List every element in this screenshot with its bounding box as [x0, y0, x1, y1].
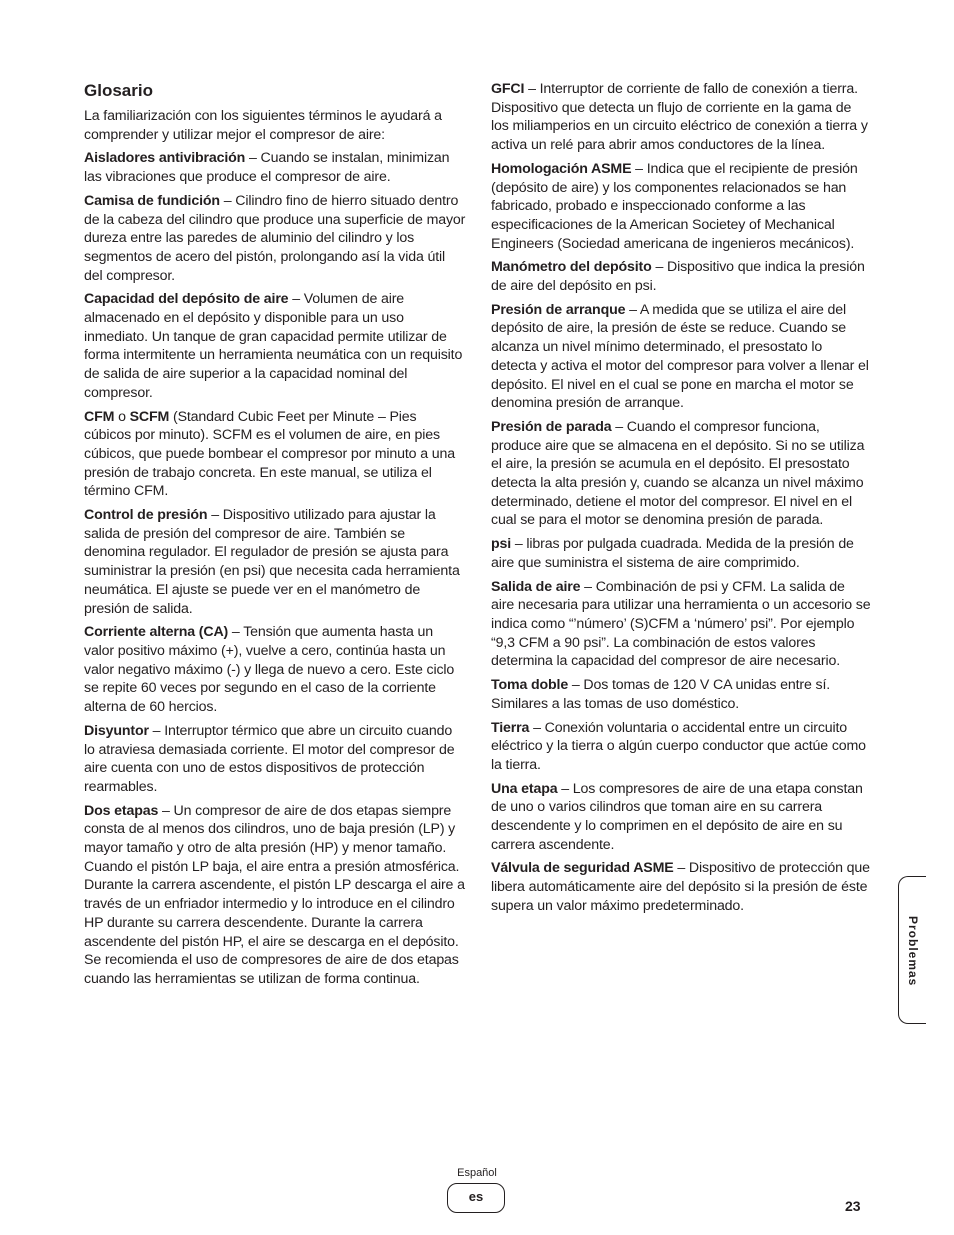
entry-definition: – Dispositivo que indica la presión de aire del depósito en psi.: [491, 259, 865, 295]
entry-definition: – Interruptor de corriente de fallo de conexión a tierra. Dispositivo que detecta un flujo de corriente en la gama de los miliamperios en un circuito eléctrico de conexión a tierra y activa un relé para abrir amos conductores de la línea.: [491, 81, 868, 154]
entry-term: CFM: [84, 408, 115, 425]
right-column: [491, 80, 871, 921]
entry-term: Control de presión: [84, 507, 208, 524]
language-code-badge: es: [447, 1183, 505, 1213]
glossary-entry: [491, 535, 871, 572]
glossary-entry: [491, 578, 871, 672]
entry-connector: o: [114, 408, 130, 425]
glossary-entry: [491, 301, 871, 413]
glossary-entry: [491, 719, 871, 775]
entry-definition: – Dos tomas de 120 V CA unidas entre sí. Similares a las tomas de uso doméstico.: [491, 677, 831, 712]
entry-term: Presión de arranque: [491, 301, 626, 318]
entry-definition: (Standard Cubic Feet per Minute – Pies cúbicos por minuto). SCFM es el volumen de aire, en pies cúbicos, que puede bombear el compresor por minuto a una presión de trabajo concreta. En este manual, se utiliza el término CFM.: [84, 408, 455, 500]
glossary-title: Glosario: [84, 81, 153, 100]
entry-definition: – Los compresores de aire de una etapa constan de uno o varios cilindros que toman aire en su carrera descendente y lo comprimen en el depósito de aire en su carrera ascendente.: [491, 780, 863, 853]
glossary-intro: La familiarización con los siguientes términos le ayudará a comprender y utilizar mejor el compresor de aire:: [84, 108, 442, 143]
glossary-entry: [491, 780, 871, 855]
entry-term: Presión de parada: [491, 418, 612, 435]
glossary-entry: [491, 676, 871, 713]
entry-term: Homologación ASME: [491, 160, 632, 177]
entry-definition: – Dispositivo de protección que libera automáticamente aire del depósito si la presión de éste supera un valor máximo predeterminado.: [491, 860, 870, 914]
entry-definition: – Un compresor de aire de dos etapas siempre consta de al menos dos cilindros, uno de baja presión (LP) y mayor tamaño y otro de alta presión (HP) y menor tamaño. Cuando el pistón LP baja, el aire entra a presión atmosférica. Durante la carrera ascendente, el pistón LP descarga el aire a través de un enfriador intermedio y lo introduce en el cilindro HP durante su carrera descendente. Durante la carrera ascendente del pistón HP, el aire se descarga en el depósito. Se recomienda el uso de compresores de aire de dos etapas cuando las herramientas se utilizan de forma continua.: [84, 802, 465, 987]
page-number: 23: [845, 1198, 861, 1214]
glossary-entry: [84, 506, 466, 618]
glossary-entry: [491, 859, 871, 915]
section-tab: [898, 876, 926, 1024]
entry-term: Aisladores antivibración: [84, 150, 246, 167]
entry-definition: – Cuando se instalan, minimizan las vibraciones que produce el compresor de aire.: [84, 150, 450, 186]
glossary-entry: [84, 290, 466, 402]
entry-definition: – Indica que el recipiente de presión (depósito de aire) y los componentes relacionados se han fabricado, probado e inspeccionado conforme a las especificaciones de la American Societey of Mechanical Engineers (Sociedad americana de ingenieros mecánicos).: [491, 160, 858, 252]
entry-definition: – Tensión que aumenta hasta un valor positivo máximo (+), vuelve a cero, continúa hasta un valor negativo máximo (-) y llega de nuevo a cero. Este ciclo se repite 60 veces por segundo en el caso de la corriente alterna de 60 hercios.: [84, 624, 455, 716]
glossary-entry: [491, 80, 871, 155]
entry-term: Toma doble: [491, 677, 569, 694]
entry-definition: – Conexión voluntaria o accidental entre un circuito eléctrico y la tierra o algún cuerpo conductor que actúe como la tierra.: [491, 719, 866, 773]
entry-definition: – Volumen de aire almacenado en el depósito y disponible para un uso inmediato. Un tanque de gran capacidad permite utilizar de forma intermitente un herramienta neumática con un requisito de salida de aire superior a la capacidad nominal del compresor.: [84, 291, 463, 401]
entry-definition: – Cilindro fino de hierro situado dentro de la cabeza del cilindro que produce una superficie de mayor dureza entre las paredes de aluminio del cilindro y los segmentos de acero del pistón, prolongando así la vida útil del compresor.: [84, 192, 466, 284]
left-column: [84, 80, 466, 994]
glossary-entry: [491, 160, 871, 254]
entry-definition: – Interruptor térmico que abre un circuito cuando lo atraviesa demasiada corriente. El motor del compresor de aire cuenta con uno de estos dispositivos de protección rearmables.: [84, 722, 455, 795]
language-label: Español: [457, 1167, 497, 1179]
entry-term: Dos etapas: [84, 802, 159, 819]
entry-term: Válvula de seguridad ASME: [491, 860, 674, 877]
entry-term-secondary: SCFM: [129, 408, 170, 425]
entry-definition: – Combinación de psi y CFM. La salida de aire necesaria para utilizar una herramienta o un accesorio se indica como “’número’ (S)CFM a ‘número’ psi”. Por ejemplo “9,3 CFM a 90 psi”. La combinación de estos valores determina la capacidad del compresor de aire necesario.: [491, 578, 871, 670]
entry-definition: – A medida que se utiliza el aire del depósito de aire, la presión de éste se reduce. Cuando se alcanza un nivel mínimo determinado, el presostato lo detecta y activa el motor del compresor para volver a llenar el depósito. El nivel en el cual se pone en marcha el motor se denomina presión de arranque.: [491, 301, 869, 412]
entry-term: Tierra: [491, 719, 530, 736]
glossary-entry: [84, 192, 466, 286]
glossary-entry: [491, 418, 871, 530]
glossary-entry: [84, 408, 466, 502]
entry-definition: – Cuando el compresor funciona, produce aire que se almacena en el depósito. Si no se utiliza el aire, la presión se acumula en el depósito. El presostato detecta la alta presión y, cuando se alcanza un nivel máximo determinado, detiene el motor del compresor. El nivel en el cual se para el motor se denomina presión de parada.: [491, 418, 865, 529]
glossary-entry: [84, 722, 466, 797]
glossary-entry: [491, 258, 871, 295]
entry-term: Camisa de fundición: [84, 192, 220, 209]
entry-term: Una etapa: [491, 780, 558, 797]
entry-term: Capacidad del depósito de aire: [84, 291, 289, 308]
entry-term: Salida de aire: [491, 578, 581, 595]
section-tab-label: Problemas: [906, 915, 920, 987]
glossary-entry: [84, 149, 466, 186]
entry-term: Corriente alterna (CA): [84, 624, 229, 641]
entry-term: psi: [491, 536, 512, 553]
entry-definition: – libras por pulgada cuadrada. Medida de la presión de aire que suministra el sistema de aire comprimido.: [491, 536, 854, 571]
glossary-entry: [84, 802, 466, 989]
entry-term: Disyuntor: [84, 722, 149, 739]
entry-definition: – Dispositivo utilizado para ajustar la salida de presión del compresor de aire. También se denomina regulador. El regulador de presión se ajusta para suministrar la presión (en psi) que necesita cada herramienta neumática. El ajuste se puede ver en el manómetro de presión de salida.: [84, 507, 460, 617]
entry-term: GFCI: [491, 81, 525, 97]
glossary-entry: [84, 623, 466, 717]
entry-term: Manómetro del depósito: [491, 259, 652, 276]
